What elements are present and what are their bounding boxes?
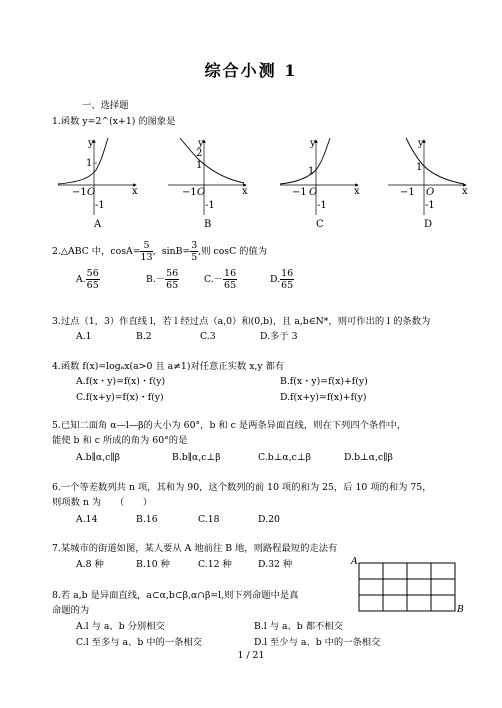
q5-option-d: D.b⊥α,c∥β: [344, 452, 393, 463]
graph-c: [280, 138, 360, 230]
question-8-line2: 命题的为: [52, 605, 90, 616]
graph-d-neg1: −1: [400, 187, 415, 198]
graph-d: [388, 138, 468, 230]
question-2-text: 2.△ABC 中，cosA= $\frac{5}{13}$ ，sinB= $\frac{3}{5}$ ,则 cosC 的值为: [52, 240, 268, 263]
q5-option-c: C.b⊥α,c⊥β: [258, 452, 311, 463]
q4-option-b: B.f(x・y)=f(x)+f(y): [280, 376, 368, 387]
graph-a-y-label: y: [88, 138, 94, 149]
q6-option-a: A.14: [76, 514, 98, 525]
q2-option-b: B.－ $\frac{56}{65}$: [146, 268, 179, 291]
graph-b-x-label: x: [242, 186, 248, 197]
q6-option-b: B.16: [136, 514, 158, 525]
graph-c-origin: O: [309, 187, 318, 198]
graph-b: [168, 138, 248, 230]
question-4-text: 4.函数 f(x)=logₐx(a>0 且 a≠1)对任意正实数 x,y 都有: [52, 361, 285, 372]
q3-option-d: D.多于 3: [260, 331, 298, 342]
question-6-line2: 则项数 n 为 （ ）: [52, 497, 153, 508]
q2-option-c: C.－ $\frac{16}{65}$: [204, 268, 237, 291]
graph-b-two: 2: [196, 148, 203, 159]
q7-option-c: C.12 种: [198, 559, 232, 570]
question-1-text: 1.函数 y=2^(x+1) 的图象是: [52, 116, 176, 127]
q7-option-a: A.8 种: [76, 559, 104, 570]
graph-b-y-label: y: [198, 138, 204, 149]
question-3-text: 3.过点（1，3）作直线 l，若 l 经过点（a,0）和(0,b)，且 a,b∈N*，则可作出的 l 的条数为: [52, 316, 431, 327]
street-grid: [358, 562, 458, 614]
graph-b-letter: B: [204, 219, 212, 230]
q2-option-d: D. $\frac{16}{65}$: [270, 268, 294, 291]
question-6-line1: 6.一个等差数列共 n 项，其和为 90，这个数列的前 10 项的和为 25，后 10 项的和为 75，: [52, 482, 432, 493]
question-8-line1: 8.若 a,b 是异面直线，a⊂α,b⊂β,α∩β=l,则下列命题中是真: [52, 590, 299, 601]
graph-d-x-label: x: [462, 186, 468, 197]
graph-a-x-label: x: [132, 186, 138, 197]
graph-a-one: 1: [86, 158, 93, 169]
question-5-line1: 5.已知二面角 α—l—β的大小为 60°，b 和 c 是两条异面直线，则在下列四个条件中，: [52, 420, 407, 431]
q8-option-a: A.l 与 a、b 分别相交: [76, 621, 165, 632]
graph-a-neg1-y: -1: [95, 200, 105, 211]
graph-a-origin: O: [87, 187, 96, 198]
graph-b-origin: O: [197, 187, 206, 198]
graph-a: [58, 138, 138, 230]
graph-d-origin: O: [426, 187, 435, 198]
graph-c-neg1-y: -1: [317, 200, 327, 211]
graph-c-y-label: y: [310, 138, 316, 149]
graph-d-neg1-y: -1: [425, 200, 435, 211]
q8-option-d: D.l 至少与 a、b 中的一条相交: [254, 637, 381, 648]
section-heading: 一、选择题: [82, 100, 129, 111]
graph-a-letter: A: [94, 219, 102, 230]
q6-option-d: D.20: [258, 514, 280, 525]
graph-c-one: 1: [308, 166, 315, 177]
q8-option-c: C.l 至多与 a、b 中的一条相交: [76, 637, 203, 648]
q5-option-b: B.b∥α,c⊥β: [172, 452, 221, 463]
q4-option-d: D.f(x+y)=f(x)+f(y): [280, 392, 367, 403]
graph-c-x-label: x: [354, 186, 360, 197]
q3-option-c: C.3: [200, 331, 216, 342]
q6-option-c: C.18: [198, 514, 220, 525]
graph-b-neg1-y: -1: [205, 200, 215, 211]
q3-option-b: B.2: [136, 331, 152, 342]
q1-graphs: [50, 130, 470, 230]
graph-d-y-label: y: [418, 138, 424, 149]
graph-a-neg1: −1: [72, 187, 87, 198]
q4-option-a: A.f(x・y)=f(x)・f(y): [76, 376, 166, 387]
q3-option-a: A.1: [76, 331, 92, 342]
q2-option-a: A. $\frac{56}{65}$: [76, 268, 99, 291]
page-title: 综合小测 1: [204, 61, 298, 80]
page-footer: 1 / 21: [237, 650, 265, 661]
graph-b-one: 1: [196, 160, 203, 171]
grid-point-b: B: [457, 604, 464, 615]
q7-option-d: D.32 种: [258, 559, 293, 570]
question-7-text: 7.某城市的街道如图，某人要从 A 地前往 B 地，则路程最短的走法有: [52, 543, 338, 554]
graph-b-neg1: −1: [182, 187, 197, 198]
q5-option-a: A.b∥α,c∥β: [76, 452, 121, 463]
q8-option-b: B.l 与 a、b 都不相交: [254, 621, 343, 632]
graph-d-one: 1: [416, 162, 423, 173]
q7-option-b: B.10 种: [136, 559, 170, 570]
graph-c-neg1: −1: [292, 187, 307, 198]
grid-point-a: A: [351, 556, 358, 567]
graph-d-letter: D: [424, 219, 433, 230]
question-5-line2: 能使 b 和 c 所成的角为 60°的是: [52, 435, 188, 446]
q4-option-c: C.f(x+y)=f(x)・f(y): [76, 392, 164, 403]
graph-c-letter: C: [316, 219, 324, 230]
